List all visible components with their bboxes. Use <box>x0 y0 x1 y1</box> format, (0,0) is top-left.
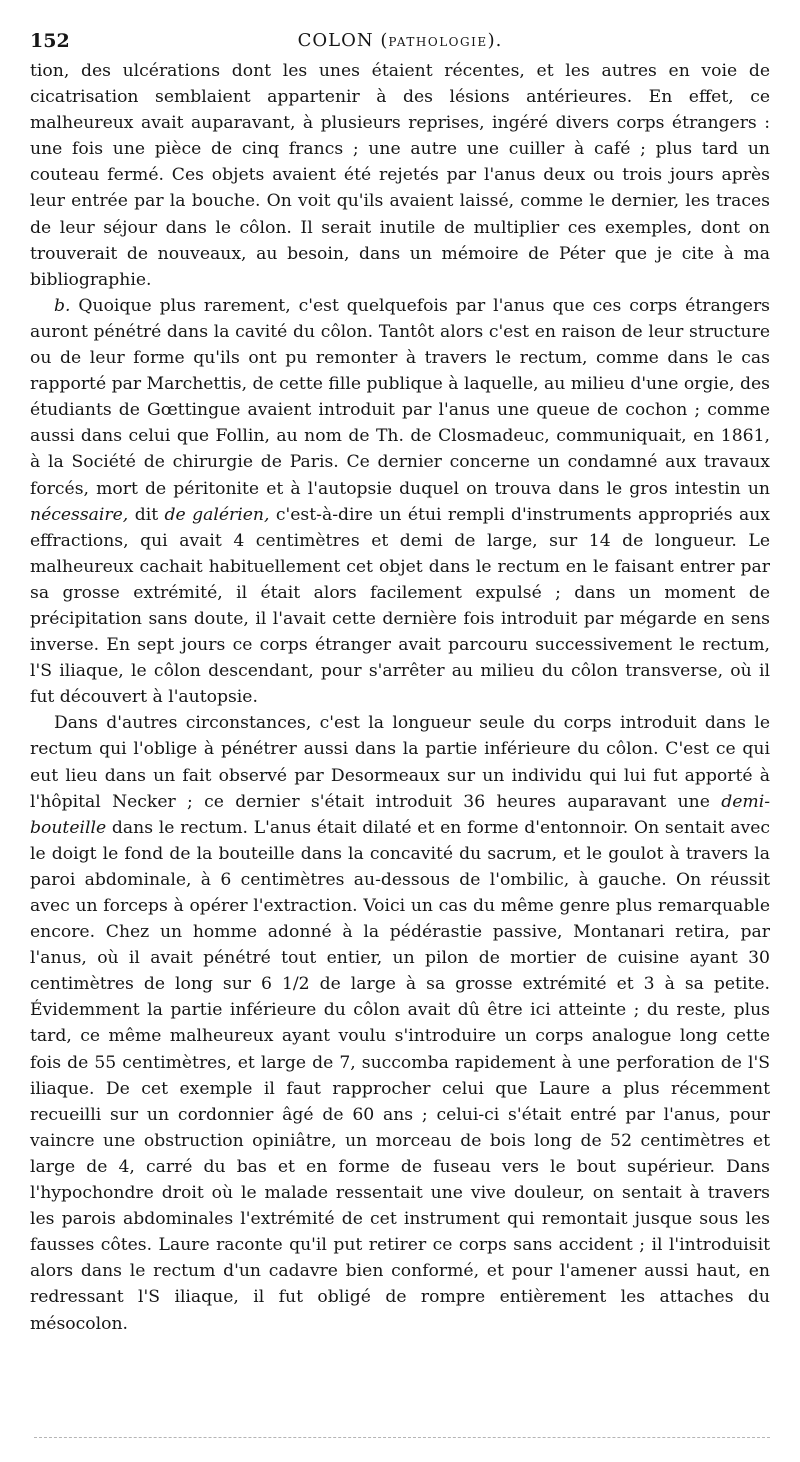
page-number: 152 <box>30 30 70 52</box>
italic-term: nécessaire, <box>30 504 129 525</box>
running-title <box>30 28 770 55</box>
running-title-close-paren: ). <box>487 30 503 51</box>
paragraph-text: c'est-à-dire un étui rempli d'instruments appropriés aux effractions, qui avait 4 centimètres et demi de large, sur 14 de longueur. Le malheureux cachait habituellement cet objet dans le rectum en le faisant entrer par sa grosse extrémité, il était alors facilement expulsé ; dans un moment de précipitation sans doute, il l'avait cette dernière fois introduit par mégarde en sens inverse. En sept jours ce corps étranger avait parcouru successivement le rectum, l'S iliaque, le côlon descendant, pour s'arrêter au milieu du côlon transverse, où il fut découvert à l'autopsie. <box>30 504 770 708</box>
paragraph-text: dans le rectum. L'anus était dilaté et en forme d'entonnoir. On sentait avec le doigt le fond de la bouteille dans la concavité du sacrum, et le goulot à travers la paroi abdominale, à 6 centimètres au-dessous de l'ombilic, à gauche. On réussit avec un forceps à opérer l'extraction. Voici un cas du même genre plus remarquable encore. Chez un homme adonné à la pédérastie passive, Montanari retira, par l'anus, où il avait pénétré tout entier, un pilon de mortier de cuisine ayant 30 centimètres de long sur 6 1/2 de large à sa grosse extrémité et 3 à sa petite. Évidemment la partie inférieure du côlon avait dû être ici atteinte ; du reste, plus tard, ce même malheureux ayant voulu s'introduire un corps analogue long cette fois de 55 centimètres, et large de 7, succomba rapidement à une perforation de l'S iliaque. De cet exemple il faut rapprocher celui que Laure a plus récemment recueilli sur un cordonnier âgé de 60 ans ; celui-ci s'était entré par l'anus, pour vaincre une obstruction opiniâtre, un morceau de bois long de 52 centimètres et large de 4, carré du bas et en forme de fuseau vers le bout supérieur. Dans l'hypochondre droit où le malade ressentait une vive douleur, on sentait à travers les parois abdominales l'extrémité de cet instrument qui remontait jusque sous les fausses côtes. Laure raconte qu'il put retirer ce corps sans accident ; il l'introduisit alors dans le rectum d'un cadavre bien conformé, et pour l'amener aussi haut, en redressant l'S iliaque, il fut obligé de rompre entièrement les attaches du mésocolon. <box>30 817 770 1334</box>
paragraph-text: dit <box>128 504 165 525</box>
running-header <box>30 28 770 58</box>
paragraph-continuation <box>30 58 770 293</box>
running-title-subtitle: PATHOLOGIE <box>388 35 488 49</box>
paragraph-text: Dans d'autres circonstances, c'est la longueur seule du corps introduit dans le rectum qui l'oblige à pénétrer aussi dans la partie inférieure du côlon. C'est ce qui eut lieu dans un fait observé par Desormeaux sur un individu qui lui fut apporté à l'hôpital Necker ; ce dernier s'était introduit 36 heures auparavant une <box>30 713 770 812</box>
document-page <box>30 28 770 1337</box>
italic-term: demi-bouteille <box>30 791 770 838</box>
paragraph-b <box>30 293 770 711</box>
paragraph-circumstances <box>30 710 770 1336</box>
paragraph-marker: b. <box>54 295 71 316</box>
running-title-open-paren: ( <box>380 30 389 51</box>
footer-rule <box>34 1437 770 1438</box>
running-title-main: COLON <box>297 30 374 51</box>
paragraph-text: tion, des ulcérations dont les unes étaient récentes, et les autres en voie de cicatrisation semblaient appartenir à des lésions antérieures. En effet, ce malheureux avait auparavant, à plusieurs reprises, ingéré divers corps étrangers : une fois une pièce de cinq francs ; une autre une cuiller à café ; plus tard un couteau fermé. Ces objets avaient été rejetés par l'anus deux ou trois jours après leur entrée par la bouche. On voit qu'ils avaient laissé, comme le dernier, les traces de leur séjour dans le côlon. Il serait inutile de multiplier ces exemples, dont on trouverait de nouveaux, au besoin, dans un mémoire de Péter que je cite à ma bibliographie. <box>30 61 770 290</box>
paragraph-text: Quoique plus rarement, c'est quelquefois par l'anus que ces corps étrangers auront pénétré dans la cavité du côlon. Tantôt alors c'est en raison de leur structure ou de leur forme qu'ils ont pu remonter à travers le rectum, comme dans le cas rapporté par Marchettis, de cette fille publique à laquelle, au milieu d'une orgie, des étudiants de Gœttingue avaient introduit par l'anus une queue de cochon ; comme aussi dans celui que Follin, au nom de Th. de Closmadeuc, communiquait, en 1861, à la Société de chirurgie de Paris. Ce dernier concerne un condamné aux travaux forcés, mort de péritonite et à l'autopsie duquel on trouva dans le gros intestin un <box>30 295 770 499</box>
italic-term: de galérien, <box>164 504 270 525</box>
